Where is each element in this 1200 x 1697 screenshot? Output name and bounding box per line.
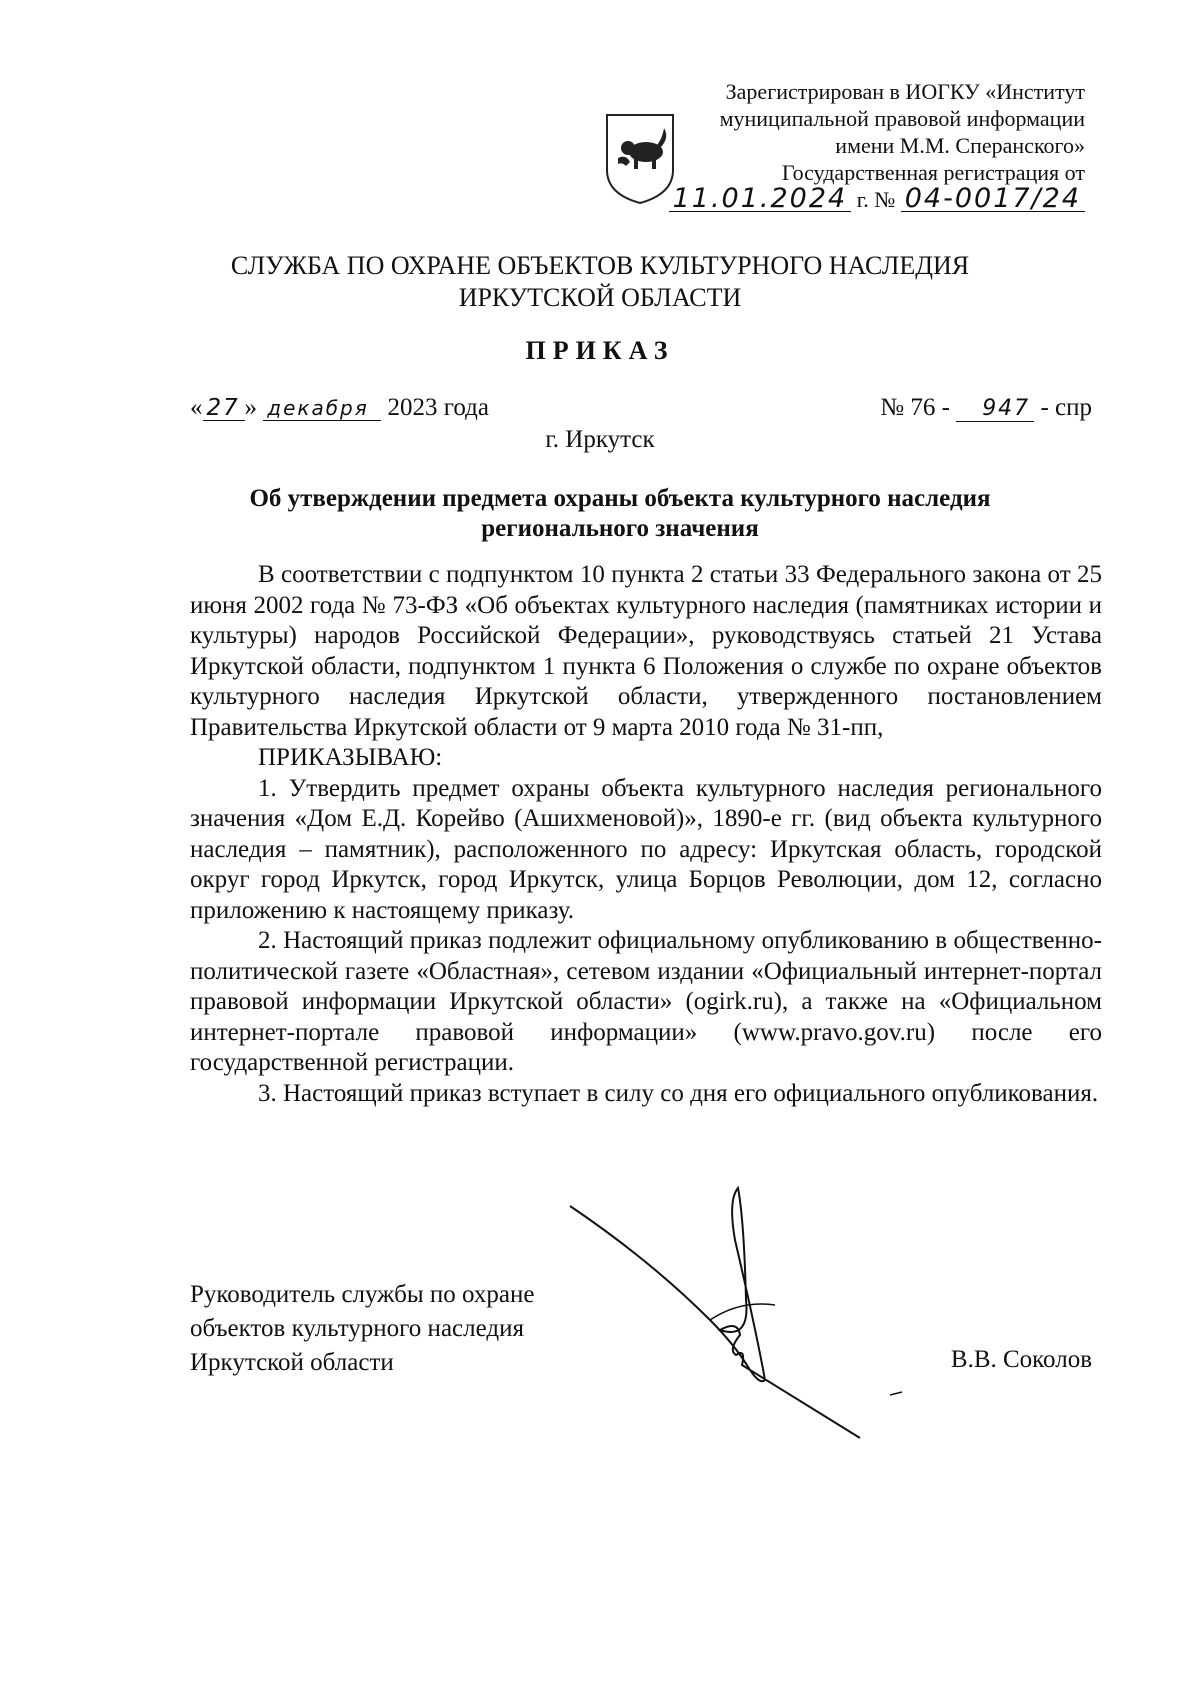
document-type-title: ПРИКАЗ — [525, 336, 675, 365]
order-month: декабря — [263, 396, 381, 421]
preamble-paragraph: В соответствии с подпунктом 10 пункта 2 статьи 33 Федерального закона от 25 июня 2002 года № 73-ФЗ «Об объектах культурного наследия (памятниках истории и культуры) народов Российской Федерации», руководствуясь статьей 21 Устава Иркутской области, подпунктом 1 пункта 6 Положения о службе по охране объектов культурного наследия Иркутской области, утвержденного постановлением Правительства Иркутской области от 9 марта 2010 года № 31-пп, — [190, 561, 1102, 741]
registration-line-4: Государственная регистрация от — [781, 160, 1085, 185]
signer-position — [190, 1278, 534, 1380]
order-day: 27 — [203, 396, 245, 421]
signer-line-2: объектов культурного наследия — [190, 1315, 524, 1342]
registration-date: 11.01.2024 — [669, 187, 852, 212]
order-number-suffix: - спр — [1040, 394, 1092, 421]
order-item-3: 3. Настоящий приказ вступает в силу со дня его официального опубликования. — [258, 1079, 1099, 1107]
order-year: 2023 года — [387, 394, 489, 421]
registration-block — [625, 78, 1085, 213]
agency-name — [0, 250, 1200, 314]
handwritten-signature — [560, 1180, 940, 1440]
order-city: г. Иркутск — [545, 426, 655, 453]
order-subject — [180, 484, 1060, 544]
irkutsk-coat-of-arms-icon — [604, 112, 676, 206]
agency-line-1: СЛУЖБА ПО ОХРАНЕ ОБЪЕКТОВ КУЛЬТУРНОГО НАСЛЕДИЯ — [230, 251, 970, 280]
registration-line-3: имени М.М. Сперанского» — [835, 133, 1085, 158]
registration-line-1: Зарегистрирован в ИОГКУ «Институт — [725, 79, 1085, 104]
date-quote-close: » — [244, 394, 257, 421]
signer-line-1: Руководитель службы по охране — [190, 1281, 535, 1308]
order-number — [880, 394, 1092, 422]
subject-line-2: регионального значения — [481, 515, 759, 542]
order-item-1: 1. Утвердить предмет охраны объекта культурного наследия регионального значения «Дом Е.Д. Корейво (Ашихменовой)», 1890-е гг. (вид объекта культурного наследия – памятник), расположенного по адресу: Иркутская область, городской округ город Иркутск, город Иркутск, улица Борцов Революции, дом 12, согласно приложению к настоящему приказу. — [190, 774, 1102, 924]
order-body — [190, 560, 1102, 1109]
order-word: ПРИКАЗЫВАЮ: — [258, 744, 443, 771]
agency-line-2: ИРКУТСКОЙ ОБЛАСТИ — [458, 283, 742, 312]
date-quote-open: « — [190, 394, 203, 421]
order-number-value: 947 — [956, 397, 1034, 422]
signer-line-3: Иркутской области — [190, 1349, 394, 1376]
order-item-2: 2. Настоящий приказ подлежит официальному опубликованию в общественно-политической газете «Областная», сетевом издании «Официальный интернет-портал правовой информации Иркутской области» (ogirk.ru), а также на «Официальном интернет-портале правовой информации» (www.pravo.gov.ru) после его государственной регистрации. — [190, 927, 1102, 1076]
order-number-prefix: № 76 - — [880, 394, 950, 421]
subject-line-1: Об утверждении предмета охраны объекта культурного наследия — [249, 485, 991, 512]
order-date — [190, 394, 489, 422]
registration-line-2: муниципальной правовой информации — [719, 106, 1085, 131]
registration-date-number — [625, 183, 1085, 214]
registration-number: 04-0017/24 — [901, 187, 1085, 212]
signer-name: В.В. Соколов — [950, 1346, 1092, 1373]
registration-separator: г. № — [856, 187, 896, 212]
